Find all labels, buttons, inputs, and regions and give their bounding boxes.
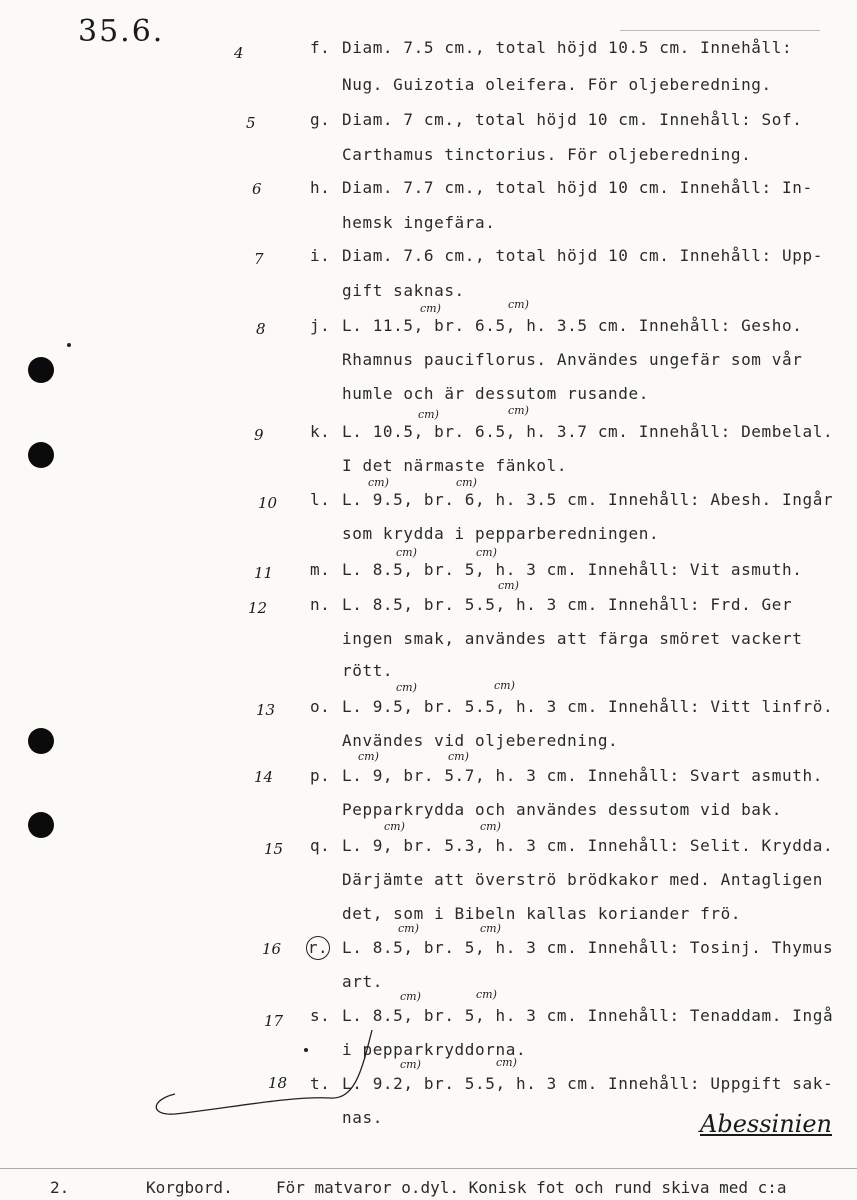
entry-line: hemsk ingefära.: [342, 213, 496, 232]
entry-letter: m.: [310, 560, 331, 579]
circled-letter: r.: [306, 936, 330, 960]
entry-letter: n.: [310, 595, 331, 614]
margin-number: 16: [262, 940, 282, 958]
entry-letter: o.: [310, 697, 331, 716]
margin-number: 9: [254, 426, 264, 444]
margin-number: 8: [256, 320, 266, 338]
bottom-item-text: För matvaror o.dyl. Konisk fot och rund skiva med c:a: [276, 1178, 787, 1197]
entry-line: i pepparkryddorna.: [342, 1040, 527, 1059]
entry-line: humle och är dessutom rusande.: [342, 384, 649, 403]
margin-number: 17: [264, 1012, 284, 1030]
bottom-item-title: Korgbord.: [146, 1178, 233, 1197]
top-rule: [620, 30, 820, 31]
margin-number: 15: [264, 840, 284, 858]
ink-dot: [67, 343, 71, 347]
cm-annotation: cm): [396, 546, 417, 559]
cm-annotation: cm): [396, 681, 417, 694]
cm-annotation: cm): [418, 408, 439, 421]
entry-letter: h.: [310, 178, 331, 197]
entry-line: gift saknas.: [342, 281, 465, 300]
entry-line: det, som i Bibeln kallas koriander frö.: [342, 904, 742, 923]
margin-number: 10: [258, 494, 278, 512]
entry-line: L. 11.5, br. 6.5, h. 3.5 cm. Innehåll: Gesho.: [342, 316, 803, 335]
entry-line: L. 10.5, br. 6.5, h. 3.7 cm. Innehåll: Dembelal.: [342, 422, 834, 441]
cm-annotation: cm): [420, 302, 441, 315]
entry-letter: i.: [310, 246, 331, 265]
entry-line: L. 9.5, br. 5.5, h. 3 cm. Innehåll: Vitt linfrö.: [342, 697, 834, 716]
entry-letter: f.: [310, 38, 331, 57]
punch-hole: [28, 357, 54, 383]
entry-line: Pepparkrydda och användes dessutom vid bak.: [342, 800, 783, 819]
cm-annotation: cm): [496, 1056, 517, 1069]
entry-line: art.: [342, 972, 383, 991]
cm-annotation: cm): [448, 750, 469, 763]
punch-hole: [28, 442, 54, 468]
page-number: 35.6.: [78, 14, 165, 49]
cm-annotation: cm): [508, 298, 529, 311]
entry-letter: s.: [310, 1006, 331, 1025]
cm-annotation: cm): [476, 988, 497, 1001]
cm-annotation: cm): [476, 546, 497, 559]
entry-letter: [307, 936, 330, 960]
bottom-item-number: 2.: [50, 1178, 70, 1197]
entry-line: Diam. 7 cm., total höjd 10 cm. Innehåll: Sof.: [342, 110, 803, 129]
margin-number: 6: [252, 180, 262, 198]
margin-number: 11: [254, 564, 274, 582]
entry-line: ingen smak, användes att färga smöret vackert: [342, 629, 803, 648]
entry-line: Nug. Guizotia oleifera. För oljeberedning.: [342, 75, 772, 94]
entry-line: rött.: [342, 661, 394, 680]
entry-letter: l.: [310, 490, 331, 509]
entry-line: L. 9, br. 5.3, h. 3 cm. Innehåll: Selit. Krydda.: [342, 836, 834, 855]
margin-number: 7: [254, 250, 264, 268]
margin-number: 4: [234, 44, 244, 62]
entry-line: L. 8.5, br. 5, h. 3 cm. Innehåll: Tosinj. Thymus: [342, 938, 834, 957]
cm-annotation: cm): [400, 990, 421, 1003]
entry-letter: k.: [310, 422, 331, 441]
entry-line: L. 9.2, br. 5.5, h. 3 cm. Innehåll: Uppgift sak-: [342, 1074, 834, 1093]
entry-line: Diam. 7.7 cm., total höjd 10 cm. Innehåll: In-: [342, 178, 813, 197]
entry-line: L. 9, br. 5.7, h. 3 cm. Innehåll: Svart asmuth.: [342, 766, 823, 785]
margin-number: 18: [268, 1074, 288, 1092]
entry-letter: p.: [310, 766, 331, 785]
cm-annotation: cm): [498, 579, 519, 592]
entry-line: L. 9.5, br. 6, h. 3.5 cm. Innehåll: Abesh. Ingår: [342, 490, 834, 509]
entry-line: Carthamus tinctorius. För oljeberedning.: [342, 145, 752, 164]
cm-annotation: cm): [480, 922, 501, 935]
entry-letter: g.: [310, 110, 331, 129]
ink-dot: [304, 1048, 308, 1052]
entry-line: Diam. 7.6 cm., total höjd 10 cm. Innehåll: Upp-: [342, 246, 823, 265]
cm-annotation: cm): [400, 1058, 421, 1071]
cm-annotation: cm): [456, 476, 477, 489]
entry-line: Diam. 7.5 cm., total höjd 10.5 cm. Innehåll:: [342, 38, 793, 57]
punch-hole: [28, 728, 54, 754]
cm-annotation: cm): [480, 820, 501, 833]
signature: Abessinien: [700, 1110, 832, 1138]
entry-letter: t.: [310, 1074, 331, 1093]
margin-number: 5: [246, 114, 256, 132]
entry-line: Därjämte att överströ brödkakor med. Antagligen: [342, 870, 823, 889]
cm-annotation: cm): [384, 820, 405, 833]
entry-line: Rhamnus pauciflorus. Användes ungefär som vår: [342, 350, 803, 369]
cm-annotation: cm): [494, 679, 515, 692]
punch-hole: [28, 812, 54, 838]
margin-number: 12: [248, 599, 268, 617]
entry-line: som krydda i pepparberedningen.: [342, 524, 660, 543]
entry-letter: q.: [310, 836, 331, 855]
cm-annotation: cm): [368, 476, 389, 489]
entry-line: L. 8.5, br. 5.5, h. 3 cm. Innehåll: Frd. Ger: [342, 595, 793, 614]
entry-line: Användes vid oljeberedning.: [342, 731, 619, 750]
cm-annotation: cm): [398, 922, 419, 935]
bottom-rule: [0, 1168, 857, 1169]
entry-line: L. 8.5, br. 5, h. 3 cm. Innehåll: Tenaddam. Ingå: [342, 1006, 834, 1025]
entry-line: L. 8.5, br. 5, h. 3 cm. Innehåll: Vit asmuth.: [342, 560, 803, 579]
cm-annotation: cm): [508, 404, 529, 417]
entry-line: nas.: [342, 1108, 383, 1127]
margin-number: 13: [256, 701, 276, 719]
margin-number: 14: [254, 768, 274, 786]
entry-line: I det närmaste fänkol.: [342, 456, 568, 475]
entry-letter: j.: [310, 316, 331, 335]
cm-annotation: cm): [358, 750, 379, 763]
